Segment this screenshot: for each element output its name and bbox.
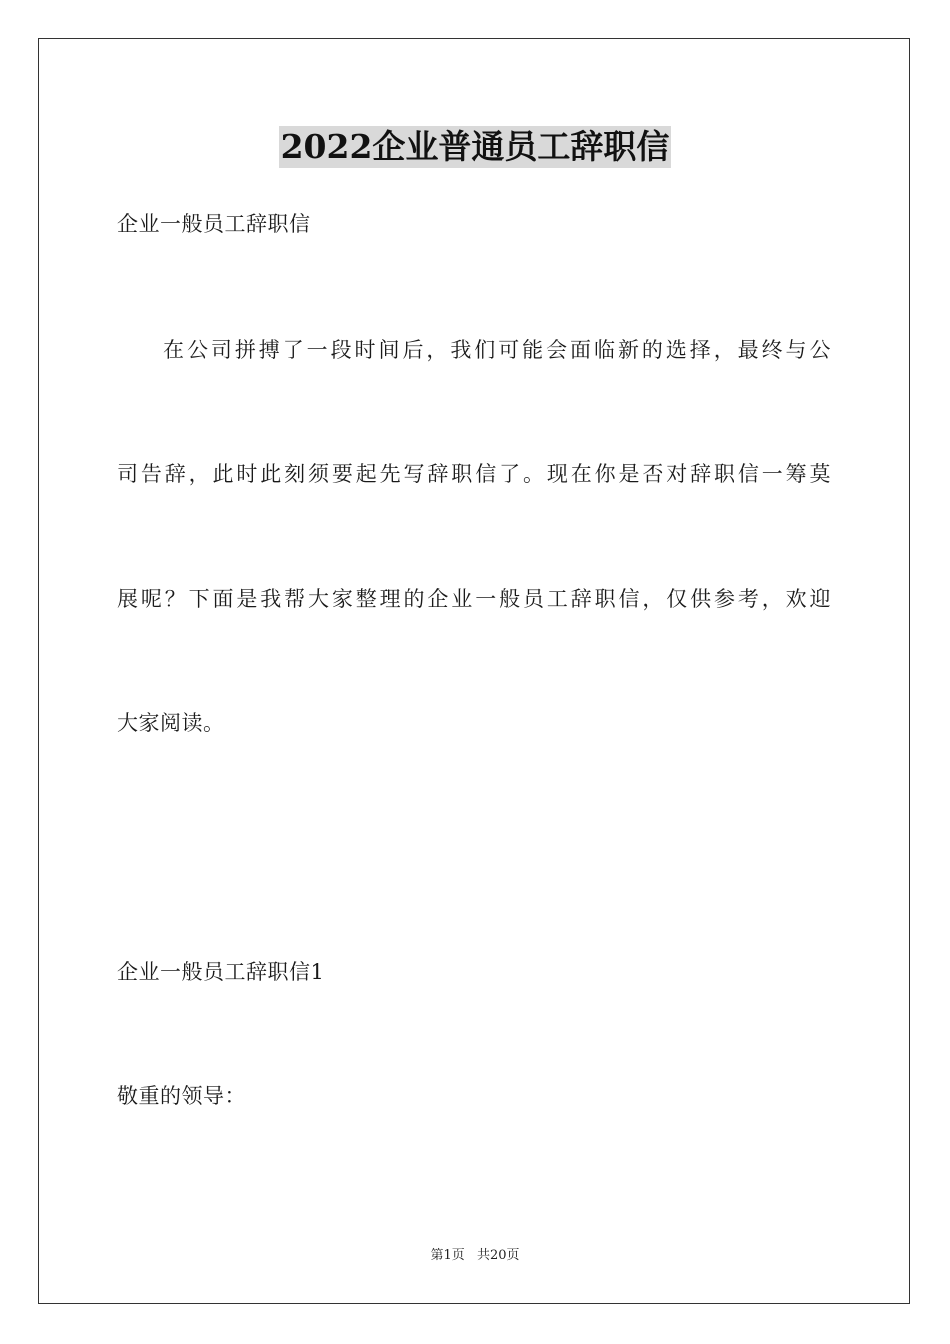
salutation: 敬重的领导：: [117, 1084, 246, 1108]
page-total: 共20页: [476, 1248, 520, 1263]
title-container: [0, 126, 950, 168]
document-subtitle: 企业一般员工辞职信: [117, 212, 311, 236]
intro-line-2: 司告辞，此时此刻须要起先写辞职信了。现在你是否对辞职信一筹莫: [117, 462, 831, 486]
intro-line-3: 展呢？下面是我帮大家整理的企业一般员工辞职信，仅供参考，欢迎: [117, 587, 831, 611]
intro-line-1: 在公司拼搏了一段时间后，我们可能会面临新的选择，最终与公: [163, 338, 831, 362]
page-footer: [0, 1247, 950, 1265]
section-heading: 企业一般员工辞职信1: [117, 960, 325, 984]
page-number: 第1页: [430, 1248, 465, 1263]
intro-line-4: 大家阅读。: [117, 711, 225, 735]
document-title: 2022企业普通员工辞职信: [280, 127, 670, 166]
